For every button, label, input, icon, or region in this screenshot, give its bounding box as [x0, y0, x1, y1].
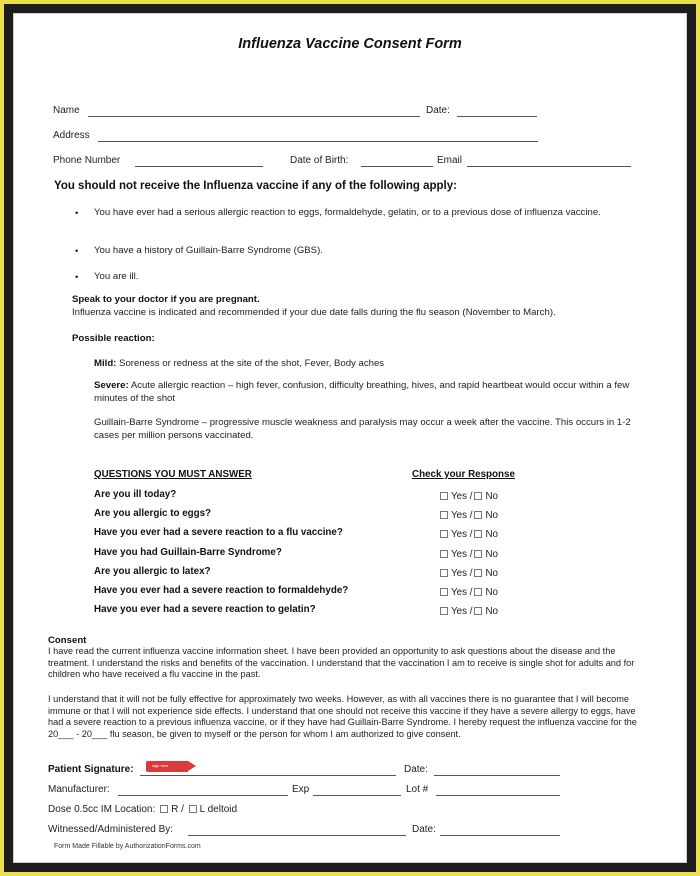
yes-label: Yes /	[451, 587, 473, 598]
mild-label: Mild:	[94, 358, 117, 369]
warning-item: You are ill.	[94, 271, 139, 282]
severe-text: Acute allergic reaction – high fever, confusion, difficulty breathing, hives, and rapid heartbeat would occur within a few minutes of the shot	[94, 380, 630, 404]
address-label: Address	[53, 130, 90, 141]
no-label: No	[485, 548, 498, 560]
bullet-icon: •	[75, 272, 79, 283]
question-text: Are you ill today?	[94, 489, 177, 500]
consent-paragraph-1: I have read the current influenza vaccine information sheet. I have been provided an opportunity to ask questions about the disease and the treatment. I understand the risks and benefits of the vaccination. I understand that the vaccination I am to receive is single shot for adults and for children who have received a flu vaccine in the past.	[48, 646, 635, 680]
no-label: No	[485, 529, 498, 541]
yes-checkbox[interactable]	[440, 588, 448, 596]
witnessed-label: Witnessed/Administered By:	[48, 824, 174, 835]
response-header: Check your Response	[412, 469, 515, 480]
right-label: R /	[171, 804, 184, 815]
no-checkbox[interactable]	[474, 588, 482, 596]
exp-field[interactable]	[313, 795, 401, 796]
dob-label: Date of Birth:	[290, 155, 349, 166]
yes-label: Yes /	[451, 548, 473, 560]
sign-here-tag[interactable]: sign here	[146, 761, 188, 772]
no-label: No	[485, 491, 498, 502]
yes-checkbox[interactable]	[440, 492, 448, 500]
no-checkbox[interactable]	[474, 607, 482, 615]
email-label: Email	[437, 155, 463, 166]
no-label: No	[485, 567, 498, 579]
response-options	[438, 587, 498, 598]
exp-label: Exp	[292, 784, 310, 795]
dose-location	[48, 804, 237, 815]
email-field[interactable]	[467, 166, 631, 167]
manufacturer-label: Manufacturer:	[48, 784, 110, 795]
severe-reaction	[94, 380, 634, 405]
dose-label: Dose 0.5cc IM Location:	[48, 804, 156, 815]
response-options	[438, 510, 498, 521]
yes-checkbox[interactable]	[440, 530, 448, 538]
severe-label: Severe:	[94, 380, 129, 391]
signature-date-label: Date:	[404, 764, 428, 775]
form-title: Influenza Vaccine Consent Form	[238, 36, 462, 52]
no-label: No	[485, 510, 498, 522]
patient-signature-field[interactable]	[140, 775, 396, 776]
response-options	[438, 491, 498, 502]
no-checkbox[interactable]	[474, 530, 482, 538]
manufacturer-field[interactable]	[118, 795, 288, 796]
form-page	[14, 14, 686, 862]
phone-field[interactable]	[135, 166, 263, 167]
question-text: Have you ever had a severe reaction to a flu vaccine?	[94, 527, 343, 539]
witnessed-date-field[interactable]	[440, 835, 560, 836]
left-checkbox[interactable]	[189, 805, 197, 813]
address-field[interactable]	[98, 141, 538, 142]
yes-checkbox[interactable]	[440, 511, 448, 519]
witnessed-date-label: Date:	[412, 824, 436, 835]
consent-paragraph-2: I understand that it will not be fully effective for approximately two weeks. However, as with all vaccines there is no guarantee that I will become immune or that I will not experience side effects. I understand that one should not receive this vaccine if they have a severe allergy to eggs, have had a severe reaction to a previous influenza vaccine, or if they have had Guillain-Barre Syndrome. I hereby request the influenza vaccine for the 20___ - 20___ flu season, be given to myself or the person for whom I am authorized to give consent.	[48, 694, 637, 739]
date-field[interactable]	[457, 116, 537, 117]
name-label: Name	[53, 105, 80, 116]
question-text: Have you had Guillain-Barre Syndrome?	[94, 546, 282, 558]
pregnancy-heading: Speak to your doctor if you are pregnant.	[72, 294, 260, 305]
no-checkbox[interactable]	[474, 492, 482, 500]
yes-label: Yes /	[451, 510, 473, 522]
no-checkbox[interactable]	[474, 550, 482, 558]
name-field[interactable]	[88, 116, 420, 117]
patient-signature-label: Patient Signature:	[48, 764, 134, 775]
lot-label: Lot #	[406, 784, 429, 795]
mild-reaction	[94, 358, 634, 371]
yes-label: Yes /	[451, 567, 473, 579]
no-checkbox[interactable]	[474, 569, 482, 577]
yes-label: Yes /	[451, 529, 473, 541]
dob-field[interactable]	[361, 166, 433, 167]
right-checkbox[interactable]	[160, 805, 168, 813]
no-label: No	[485, 587, 498, 598]
yes-label: Yes /	[451, 491, 473, 502]
response-options	[438, 568, 498, 579]
consent-heading: Consent	[48, 635, 87, 646]
no-checkbox[interactable]	[474, 511, 482, 519]
lot-field[interactable]	[436, 795, 560, 796]
response-options	[438, 606, 498, 617]
mild-text: Soreness or redness at the site of the shot, Fever, Body aches	[119, 358, 385, 369]
warning-item: You have ever had a serious allergic reaction to eggs, formaldehyde, gelatin, or to a previous dose of influenza vaccine.	[94, 207, 601, 218]
response-options	[438, 529, 498, 540]
witnessed-field[interactable]	[188, 835, 406, 836]
footer-credit: Form Made Fillable by AuthorizationForms.com	[54, 843, 201, 850]
response-options	[438, 549, 498, 560]
left-label: L deltoid	[199, 804, 238, 815]
signature-date-field[interactable]	[434, 775, 560, 776]
warning-heading: You should not receive the Influenza vaccine if any of the following apply:	[54, 180, 457, 192]
yes-checkbox[interactable]	[440, 607, 448, 615]
yes-checkbox[interactable]	[440, 550, 448, 558]
warning-item: You have a history of Guillain-Barre Syndrome (GBS).	[94, 245, 323, 256]
date-label: Date:	[426, 105, 450, 116]
pregnancy-text: Influenza vaccine is indicated and recommended if your due date falls during the flu season (November to March).	[72, 307, 556, 318]
gbs-text: Guillain-Barre Syndrome – progressive muscle weakness and paralysis may occur a week after the vaccine. This occurs in 1-2 cases per million persons vaccinated.	[94, 417, 631, 441]
bullet-icon: •	[75, 208, 79, 219]
no-label: No	[485, 606, 498, 618]
yes-label: Yes /	[451, 606, 473, 618]
question-text: Are you allergic to eggs?	[94, 508, 212, 520]
bullet-icon: •	[75, 246, 79, 257]
question-text: Are you allergic to latex?	[94, 565, 211, 577]
reaction-heading: Possible reaction:	[72, 333, 155, 344]
questions-header: QUESTIONS YOU MUST ANSWER	[94, 469, 252, 480]
yes-checkbox[interactable]	[440, 569, 448, 577]
question-text: Have you ever had a severe reaction to gelatin?	[94, 604, 316, 616]
phone-label: Phone Number	[53, 155, 121, 166]
question-text: Have you ever had a severe reaction to formaldehyde?	[94, 585, 349, 596]
